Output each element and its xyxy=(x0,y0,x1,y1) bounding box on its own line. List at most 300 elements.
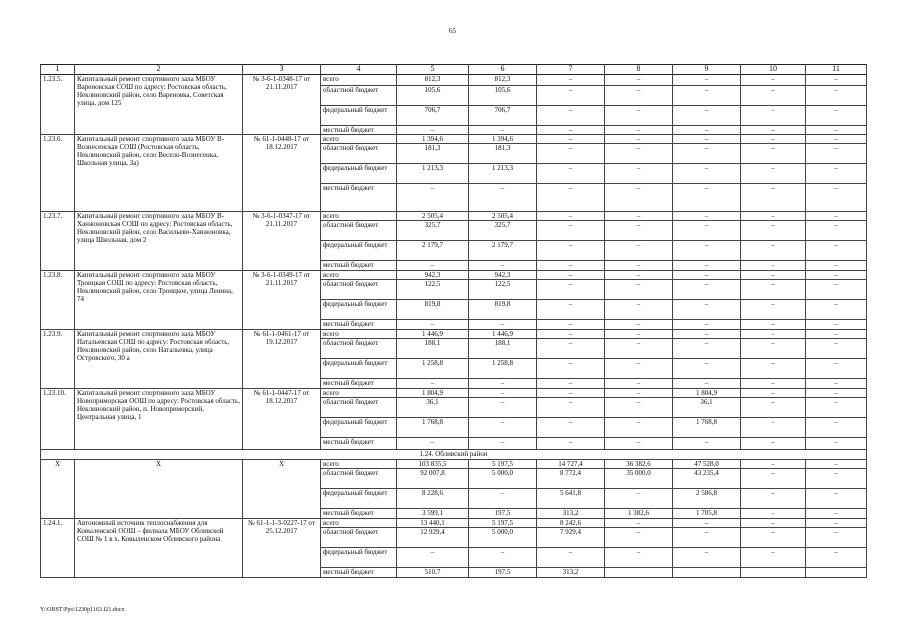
amount-cell: – xyxy=(397,548,469,568)
item-description: Капитальный ремонт спортивного зала МБОУ Вареновская СОШ по адресу: Ростовская область, Неклиновский район, село Вареновка, Советская улица, дом 125 xyxy=(75,75,243,135)
amount-cell: – xyxy=(741,126,806,135)
document-number: № 61-1-0448-17 от 18.12.2017 xyxy=(243,135,321,212)
amount-cell: 2 179,7 xyxy=(469,241,537,261)
amount-cell: – xyxy=(673,528,741,548)
amount-cell: 1 446,9 xyxy=(469,330,537,339)
amount-cell: 14 727,4 xyxy=(537,460,605,469)
amount-cell: – xyxy=(537,548,605,568)
amount-cell: – xyxy=(469,184,537,212)
item-number: 1.23.9. xyxy=(41,330,75,389)
amount-cell: 92 007,8 xyxy=(397,469,469,489)
amount-cell: 5 197,5 xyxy=(469,460,537,469)
amount-cell: – xyxy=(673,144,741,164)
budget-label: местный бюджет xyxy=(321,379,397,389)
amount-cell: 47 528,0 xyxy=(673,460,741,469)
budget-label: федеральный бюджет xyxy=(321,164,397,184)
amount-cell: – xyxy=(605,320,673,330)
amount-cell: – xyxy=(537,359,605,379)
amount-cell: – xyxy=(673,548,741,568)
amount-cell: 36,1 xyxy=(673,398,741,418)
amount-cell: – xyxy=(605,359,673,379)
amount-cell: 1 705,8 xyxy=(673,509,741,519)
amount-cell: – xyxy=(397,320,469,330)
budget-label: всего xyxy=(321,271,397,280)
budget-label: всего xyxy=(321,519,397,528)
amount-cell: 105,6 xyxy=(469,86,537,106)
amount-cell: – xyxy=(673,359,741,379)
item-number: 1.23.5. xyxy=(41,75,75,135)
section-row xyxy=(41,450,867,460)
amount-cell: – xyxy=(673,438,741,450)
item-description: Капитальный ремонт спортивного зала МБОУ Троицкая СОШ по адресу: Ростовская область, Неклиновский район, село Троицкое, улица Ленина, 74 xyxy=(75,271,243,330)
item-description: X xyxy=(75,460,243,519)
amount-cell: – xyxy=(605,548,673,568)
amount-cell: 8 772,4 xyxy=(537,469,605,489)
amount-cell: – xyxy=(605,261,673,271)
table-row xyxy=(41,212,867,221)
amount-cell: – xyxy=(673,135,741,144)
item-number: 1.23.6. xyxy=(41,135,75,212)
amount-cell: – xyxy=(537,86,605,106)
table-row xyxy=(41,135,867,144)
budget-label: федеральный бюджет xyxy=(321,106,397,126)
amount-cell: – xyxy=(741,339,806,359)
budget-label: всего xyxy=(321,460,397,469)
amount-cell: – xyxy=(537,241,605,261)
column-header: 10 xyxy=(741,65,806,75)
item-description: Капитальный ремонт спортивного зала МБОУ Новоприморская ООШ по адресу: Ростовская область, Неклиновский район, п. Новоприморский, Центральная улица, 1 xyxy=(75,389,243,450)
amount-cell: – xyxy=(537,221,605,241)
amount-cell: 313,2 xyxy=(537,509,605,519)
amount-cell: – xyxy=(806,438,867,450)
amount-cell: – xyxy=(605,330,673,339)
amount-cell: – xyxy=(741,164,806,184)
amount-cell: 1 804,9 xyxy=(397,389,469,398)
amount-cell: – xyxy=(741,320,806,330)
amount-cell: 1 446,9 xyxy=(397,330,469,339)
amount-cell: – xyxy=(673,184,741,212)
amount-cell: – xyxy=(806,280,867,300)
amount-cell: 819,8 xyxy=(397,300,469,320)
budget-label: областной бюджет xyxy=(321,144,397,164)
document-number: X xyxy=(243,460,321,519)
budget-label: федеральный бюджет xyxy=(321,359,397,379)
amount-cell: 510,7 xyxy=(397,568,469,578)
amount-cell: – xyxy=(605,489,673,509)
amount-cell: – xyxy=(741,184,806,212)
amount-cell: – xyxy=(673,212,741,221)
amount-cell: 325,7 xyxy=(469,221,537,241)
item-number: 1.23.7. xyxy=(41,212,75,271)
amount-cell: – xyxy=(806,389,867,398)
amount-cell: 1 768,8 xyxy=(397,418,469,438)
budget-label: местный бюджет xyxy=(321,438,397,450)
budget-label: всего xyxy=(321,330,397,339)
amount-cell: – xyxy=(537,300,605,320)
amount-cell: – xyxy=(469,261,537,271)
amount-cell: – xyxy=(673,75,741,86)
budget-label: всего xyxy=(321,75,397,86)
amount-cell: 325,7 xyxy=(397,221,469,241)
column-header: 4 xyxy=(321,65,397,75)
budget-label: всего xyxy=(321,389,397,398)
amount-cell: – xyxy=(537,212,605,221)
amount-cell: – xyxy=(605,379,673,389)
amount-cell: – xyxy=(537,271,605,280)
amount-cell: – xyxy=(806,379,867,389)
amount-cell: – xyxy=(537,330,605,339)
amount-cell: – xyxy=(741,330,806,339)
amount-cell: 8 242,6 xyxy=(537,519,605,528)
amount-cell: – xyxy=(605,86,673,106)
table-row xyxy=(41,519,867,528)
amount-cell: – xyxy=(673,519,741,528)
amount-cell: – xyxy=(806,221,867,241)
amount-cell: 942,3 xyxy=(397,271,469,280)
amount-cell: – xyxy=(806,75,867,86)
amount-cell: – xyxy=(806,519,867,528)
amount-cell: – xyxy=(741,509,806,519)
amount-cell: 105,6 xyxy=(397,86,469,106)
amount-cell: – xyxy=(605,135,673,144)
amount-cell: – xyxy=(469,389,537,398)
amount-cell: – xyxy=(741,135,806,144)
amount-cell: – xyxy=(806,126,867,135)
amount-cell: – xyxy=(673,86,741,106)
amount-cell: 43 235,4 xyxy=(673,469,741,489)
amount-cell: 188,1 xyxy=(469,339,537,359)
amount-cell: – xyxy=(673,164,741,184)
amount-cell: 8 228,6 xyxy=(397,489,469,509)
amount-cell: – xyxy=(806,261,867,271)
amount-cell: – xyxy=(806,339,867,359)
document-number: № 3-6-1-0348-17 от 21.11.2017 xyxy=(243,75,321,135)
amount-cell: 942,3 xyxy=(469,271,537,280)
amount-cell: – xyxy=(537,106,605,126)
amount-cell: 1 394,6 xyxy=(469,135,537,144)
amount-cell: – xyxy=(806,184,867,212)
amount-cell: – xyxy=(673,379,741,389)
amount-cell: – xyxy=(469,418,537,438)
amount-cell: – xyxy=(605,241,673,261)
amount-cell: – xyxy=(741,469,806,489)
amount-cell: – xyxy=(537,389,605,398)
amount-cell: – xyxy=(806,271,867,280)
amount-cell: – xyxy=(741,86,806,106)
amount-cell: – xyxy=(673,271,741,280)
amount-cell: – xyxy=(397,184,469,212)
amount-cell: 188,1 xyxy=(397,339,469,359)
amount-cell: – xyxy=(537,438,605,450)
amount-cell: – xyxy=(605,184,673,212)
amount-cell: – xyxy=(605,389,673,398)
amount-cell: 5 641,8 xyxy=(537,489,605,509)
amount-cell: – xyxy=(741,438,806,450)
budget-table xyxy=(40,64,867,578)
amount-cell: – xyxy=(741,261,806,271)
amount-cell: – xyxy=(806,460,867,469)
amount-cell: – xyxy=(741,280,806,300)
column-header: 1 xyxy=(41,65,75,75)
amount-cell: – xyxy=(469,398,537,418)
amount-cell: – xyxy=(605,75,673,86)
budget-label: областной бюджет xyxy=(321,86,397,106)
amount-cell: – xyxy=(605,106,673,126)
amount-cell: 706,7 xyxy=(397,106,469,126)
amount-cell: – xyxy=(397,261,469,271)
budget-label: местный бюджет xyxy=(321,126,397,135)
amount-cell: – xyxy=(397,126,469,135)
amount-cell xyxy=(806,568,867,578)
amount-cell: – xyxy=(673,280,741,300)
amount-cell: 812,3 xyxy=(469,75,537,86)
amount-cell: – xyxy=(741,398,806,418)
amount-cell: – xyxy=(673,330,741,339)
amount-cell: – xyxy=(605,438,673,450)
amount-cell: 819,8 xyxy=(469,300,537,320)
amount-cell: – xyxy=(741,300,806,320)
amount-cell: 812,3 xyxy=(397,75,469,86)
amount-cell: – xyxy=(741,75,806,86)
amount-cell: – xyxy=(537,418,605,438)
budget-label: местный бюджет xyxy=(321,568,397,578)
amount-cell: – xyxy=(806,164,867,184)
document-number: № 3-6-1-0347-17 от 21.11.2017 xyxy=(243,212,321,271)
amount-cell: – xyxy=(605,519,673,528)
amount-cell: – xyxy=(806,330,867,339)
amount-cell: – xyxy=(806,86,867,106)
budget-label: федеральный бюджет xyxy=(321,489,397,509)
amount-cell: – xyxy=(537,144,605,164)
budget-label: областной бюджет xyxy=(321,528,397,548)
amount-cell: 1 258,8 xyxy=(469,359,537,379)
budget-label: областной бюджет xyxy=(321,469,397,489)
amount-cell: – xyxy=(469,379,537,389)
amount-cell: – xyxy=(673,241,741,261)
amount-cell: 122,5 xyxy=(469,280,537,300)
column-header: 8 xyxy=(605,65,673,75)
amount-cell: – xyxy=(537,379,605,389)
column-header: 2 xyxy=(75,65,243,75)
amount-cell: – xyxy=(806,489,867,509)
column-header: 7 xyxy=(537,65,605,75)
amount-cell: 3 599,1 xyxy=(397,509,469,519)
amount-cell: – xyxy=(806,398,867,418)
amount-cell: – xyxy=(673,126,741,135)
amount-cell: – xyxy=(741,359,806,379)
amount-cell: – xyxy=(741,548,806,568)
budget-label: областной бюджет xyxy=(321,339,397,359)
budget-label: областной бюджет xyxy=(321,398,397,418)
amount-cell: – xyxy=(469,320,537,330)
amount-cell: – xyxy=(605,221,673,241)
budget-label: местный бюджет xyxy=(321,320,397,330)
amount-cell: 1 213,3 xyxy=(469,164,537,184)
budget-label: областной бюджет xyxy=(321,280,397,300)
amount-cell: – xyxy=(806,548,867,568)
amount-cell: – xyxy=(741,221,806,241)
amount-cell: 5 197,5 xyxy=(469,519,537,528)
budget-label: местный бюджет xyxy=(321,184,397,212)
document-number: № 3-6-1-0349-17 от 21.11.2017 xyxy=(243,271,321,330)
document-number: № 61-1-1-3-0227-17 от 25.12.2017 xyxy=(243,519,321,578)
amount-cell: 197,5 xyxy=(469,509,537,519)
amount-cell: 122,5 xyxy=(397,280,469,300)
amount-cell: – xyxy=(673,320,741,330)
amount-cell: – xyxy=(806,106,867,126)
amount-cell: – xyxy=(806,359,867,379)
document-number: № 61-1-0447-17 от 18.12.2017 xyxy=(243,389,321,450)
column-header: 11 xyxy=(806,65,867,75)
budget-label: федеральный бюджет xyxy=(321,418,397,438)
amount-cell: – xyxy=(741,389,806,398)
amount-cell: – xyxy=(537,280,605,300)
amount-cell: – xyxy=(806,144,867,164)
amount-cell: – xyxy=(537,398,605,418)
amount-cell: – xyxy=(673,300,741,320)
amount-cell: – xyxy=(537,339,605,359)
column-header: 5 xyxy=(397,65,469,75)
amount-cell: – xyxy=(469,126,537,135)
table-row xyxy=(41,389,867,398)
amount-cell: – xyxy=(605,271,673,280)
amount-cell: – xyxy=(673,339,741,359)
amount-cell: – xyxy=(605,398,673,418)
budget-label: местный бюджет xyxy=(321,261,397,271)
amount-cell: – xyxy=(806,212,867,221)
amount-cell: – xyxy=(741,144,806,164)
amount-cell: – xyxy=(605,144,673,164)
amount-cell: – xyxy=(537,135,605,144)
amount-cell: – xyxy=(741,379,806,389)
amount-cell: – xyxy=(537,126,605,135)
amount-cell: 2 505,4 xyxy=(469,212,537,221)
amount-cell: – xyxy=(741,519,806,528)
table-row xyxy=(41,330,867,339)
amount-cell: 2 505,4 xyxy=(397,212,469,221)
item-description: Автономный источник теплоснабжения для Ковыленской ООШ – филиала МБОУ Обливской СОШ № 1 в х. Ковыленском Обливского района xyxy=(75,519,243,578)
amount-cell: 2 179,7 xyxy=(397,241,469,261)
amount-cell: – xyxy=(741,489,806,509)
amount-cell: – xyxy=(537,184,605,212)
amount-cell: – xyxy=(741,528,806,548)
column-header: 9 xyxy=(673,65,741,75)
document-number: № 61-1-0461-17 от 19.12.2017 xyxy=(243,330,321,389)
header-row xyxy=(41,65,867,75)
item-description: Капитальный ремонт спортивного зала МБОУ Натальевская СОШ по адресу: Ростовская область, Неклиновский район, село Натальевка, улица Островского, 30 а xyxy=(75,330,243,389)
amount-cell: 5 000,0 xyxy=(469,528,537,548)
item-number: 1.23.8. xyxy=(41,271,75,330)
item-number: X xyxy=(41,460,75,519)
section-title: 1.24. Обливский район xyxy=(41,450,867,460)
amount-cell: – xyxy=(469,548,537,568)
amount-cell: 35 000,0 xyxy=(605,469,673,489)
amount-cell: – xyxy=(537,261,605,271)
budget-label: федеральный бюджет xyxy=(321,548,397,568)
amount-cell: – xyxy=(673,221,741,241)
item-description: Капитальный ремонт спортивного зала МБОУ В-Ханжоновская СОШ по адресу: Ростовская область, Неклиновский район, село Васильево-Ханжоновка, улица Школьная, дом 2 xyxy=(75,212,243,271)
amount-cell: – xyxy=(537,164,605,184)
amount-cell: – xyxy=(469,438,537,450)
amount-cell: 1 382,6 xyxy=(605,509,673,519)
page-number: 65 xyxy=(449,27,456,35)
amount-cell: – xyxy=(605,126,673,135)
amount-cell: 103 835,5 xyxy=(397,460,469,469)
budget-label: всего xyxy=(321,212,397,221)
amount-cell: – xyxy=(806,528,867,548)
column-header: 3 xyxy=(243,65,321,75)
amount-cell: – xyxy=(673,106,741,126)
file-path-footer: Y:\ORST\Ppo\1230p1163.f21.docx xyxy=(40,607,125,613)
amount-cell: – xyxy=(605,528,673,548)
amount-cell: – xyxy=(741,418,806,438)
amount-cell: 181,3 xyxy=(397,144,469,164)
amount-cell: – xyxy=(605,164,673,184)
amount-cell: – xyxy=(806,135,867,144)
amount-cell: 1 804,9 xyxy=(673,389,741,398)
table-row xyxy=(41,271,867,280)
item-description: Капитальный ремонт спортивного зала МБОУ В-Вознесенская СОШ (Ростовская область, Неклиновский район, село Весело-Вознесенка, Школьная улица, 3а) xyxy=(75,135,243,212)
amount-cell: – xyxy=(806,241,867,261)
amount-cell: 5 000,0 xyxy=(469,469,537,489)
amount-cell xyxy=(605,568,673,578)
amount-cell: 2 586,8 xyxy=(673,489,741,509)
amount-cell: 36 382,6 xyxy=(605,460,673,469)
amount-cell: – xyxy=(741,271,806,280)
amount-cell: – xyxy=(397,379,469,389)
amount-cell: – xyxy=(537,75,605,86)
amount-cell: – xyxy=(741,460,806,469)
table-row xyxy=(41,460,867,469)
amount-cell: – xyxy=(673,261,741,271)
amount-cell: – xyxy=(605,280,673,300)
amount-cell: – xyxy=(397,438,469,450)
amount-cell: 1 768,8 xyxy=(673,418,741,438)
amount-cell: 181,3 xyxy=(469,144,537,164)
amount-cell: 13 440,1 xyxy=(397,519,469,528)
amount-cell: 1 213,3 xyxy=(397,164,469,184)
amount-cell: – xyxy=(806,469,867,489)
amount-cell: – xyxy=(806,418,867,438)
amount-cell: 7 929,4 xyxy=(537,528,605,548)
amount-cell: 1 258,8 xyxy=(397,359,469,379)
amount-cell: – xyxy=(537,320,605,330)
item-number: 1.23.10. xyxy=(41,389,75,450)
budget-label: всего xyxy=(321,135,397,144)
budget-label: местный бюджет xyxy=(321,509,397,519)
amount-cell: – xyxy=(741,106,806,126)
item-number: 1.24.1. xyxy=(41,519,75,578)
amount-cell: – xyxy=(605,212,673,221)
table-row xyxy=(41,75,867,86)
budget-label: федеральный бюджет xyxy=(321,300,397,320)
amount-cell: 36,1 xyxy=(397,398,469,418)
amount-cell: 197,5 xyxy=(469,568,537,578)
amount-cell: – xyxy=(806,320,867,330)
budget-label: областной бюджет xyxy=(321,221,397,241)
amount-cell: – xyxy=(469,489,537,509)
amount-cell: 313,2 xyxy=(537,568,605,578)
amount-cell: – xyxy=(806,509,867,519)
amount-cell: – xyxy=(605,418,673,438)
amount-cell xyxy=(741,568,806,578)
amount-cell: – xyxy=(605,339,673,359)
amount-cell: 1 394,6 xyxy=(397,135,469,144)
amount-cell: 12 929,4 xyxy=(397,528,469,548)
amount-cell: 706,7 xyxy=(469,106,537,126)
amount-cell: – xyxy=(605,300,673,320)
amount-cell xyxy=(673,568,741,578)
